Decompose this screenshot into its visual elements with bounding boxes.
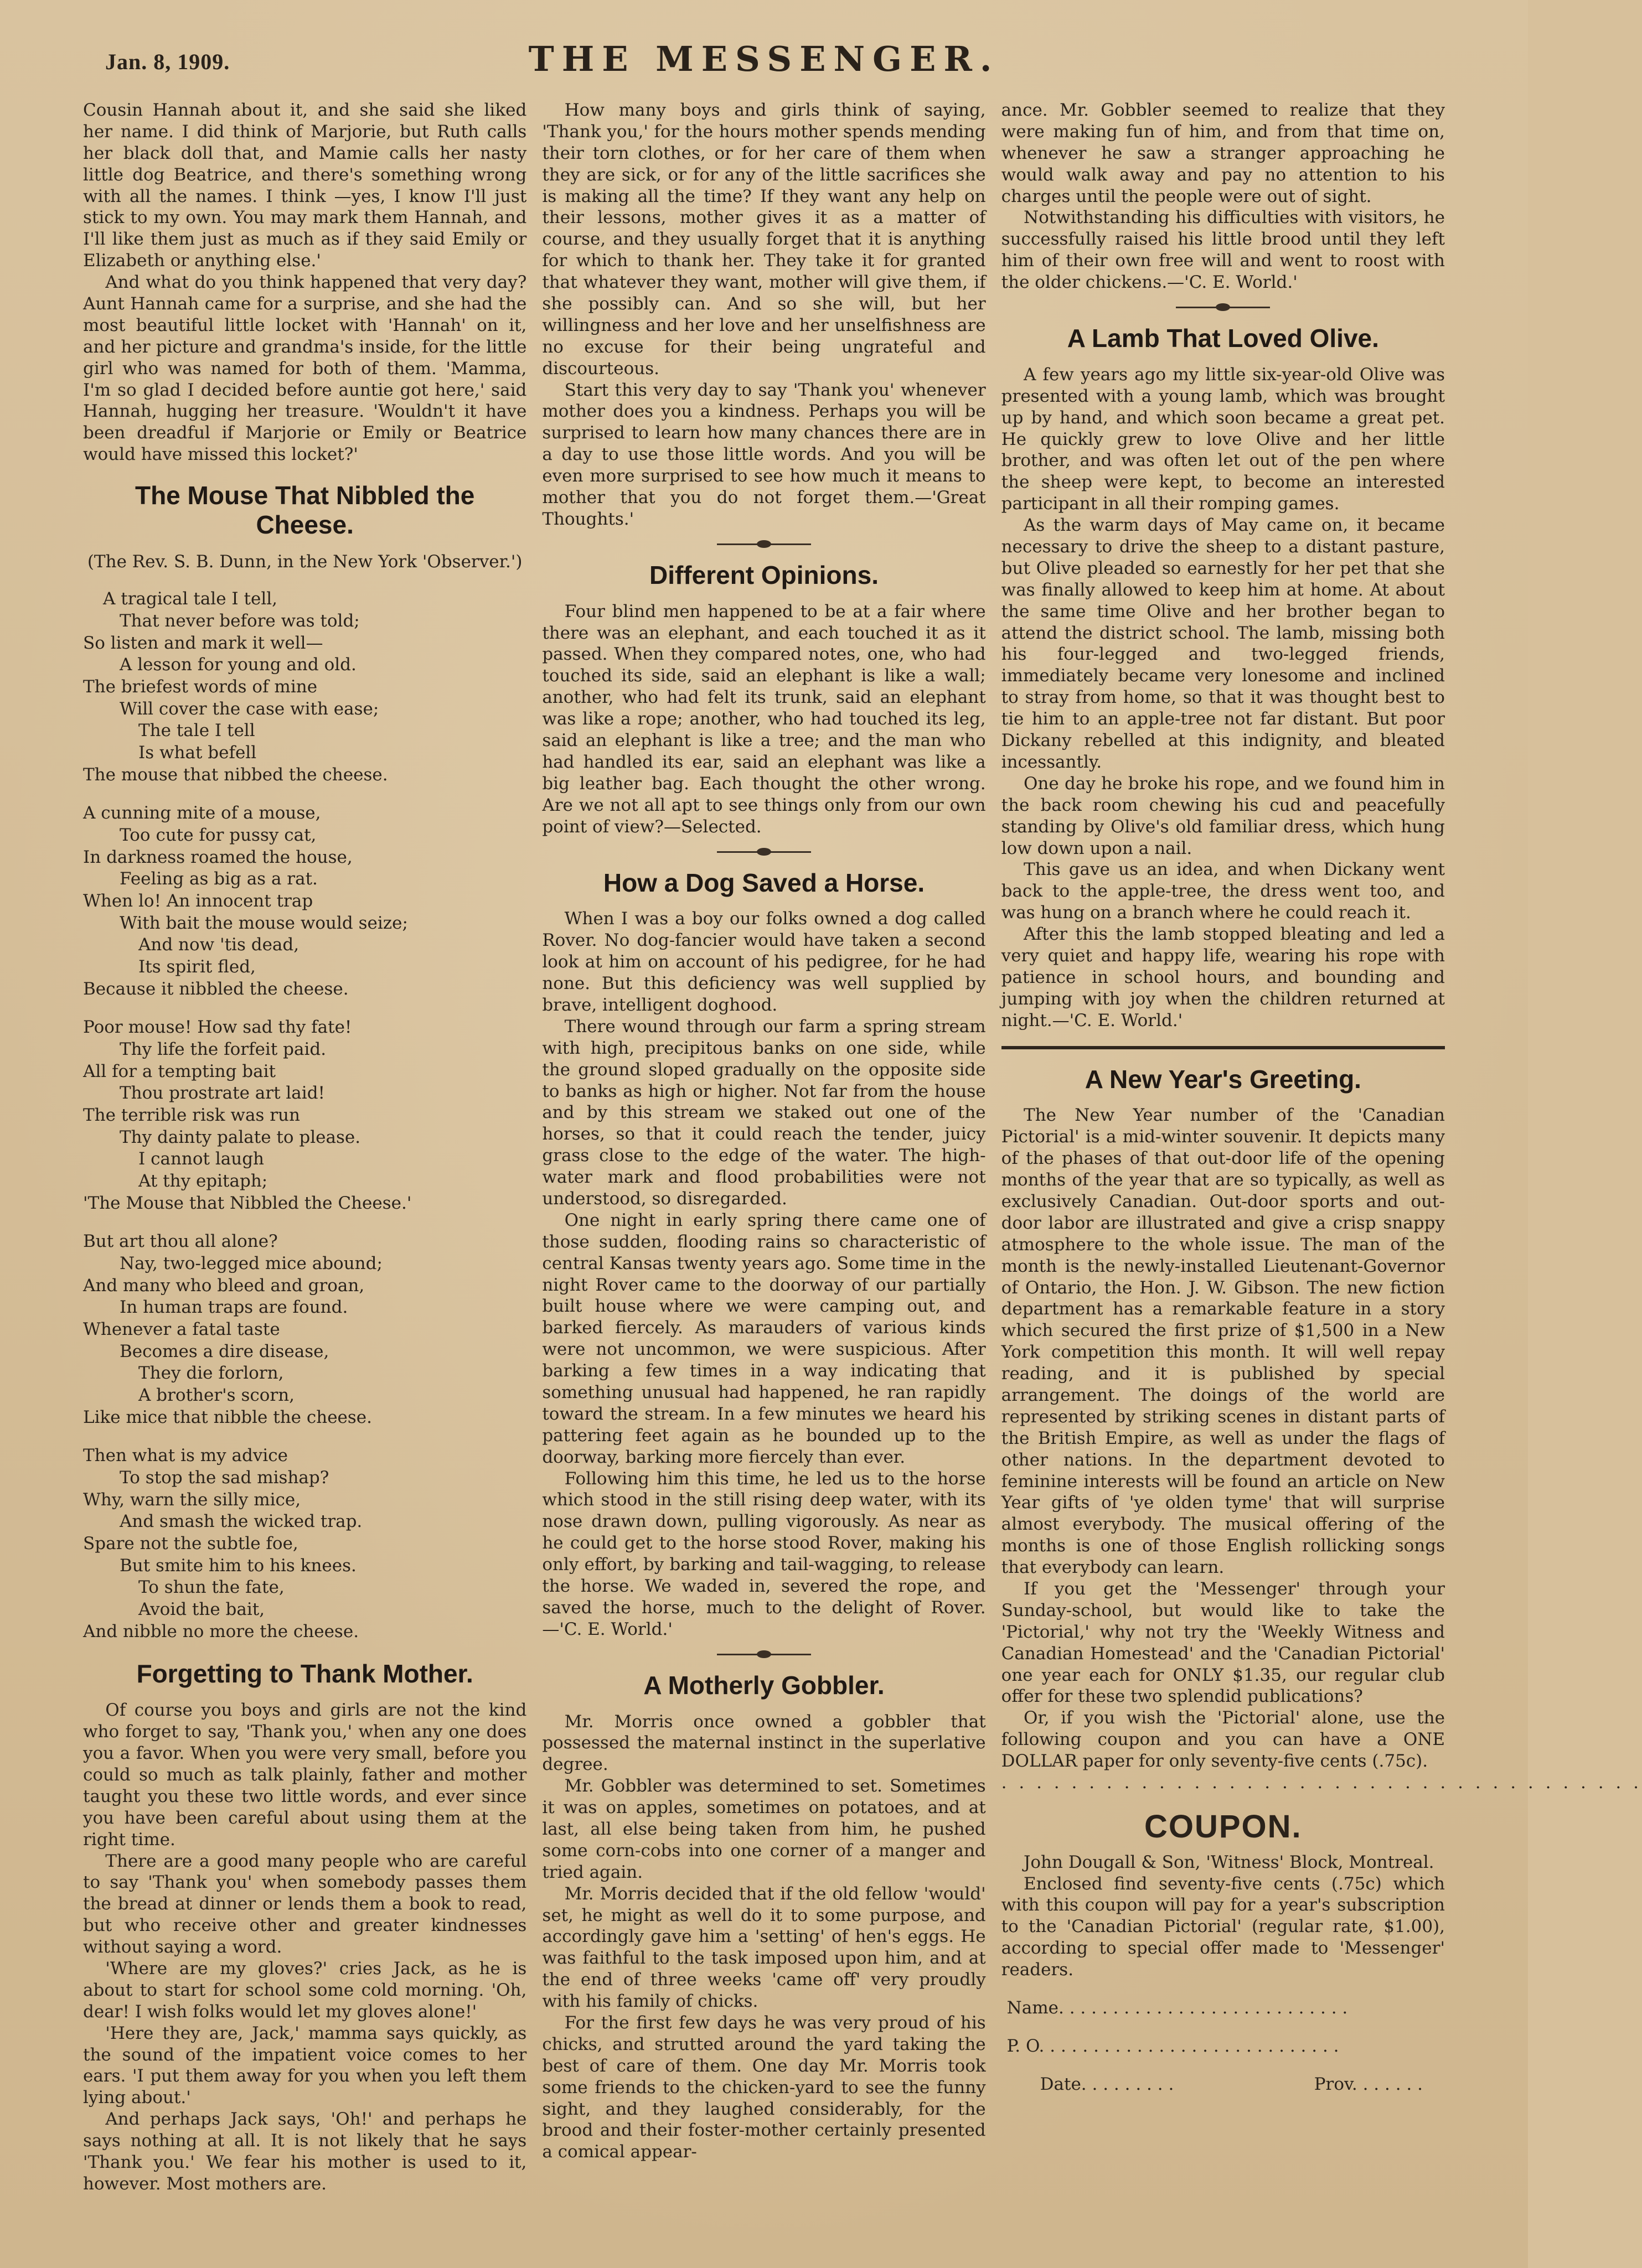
poem-stanza — [83, 588, 526, 786]
headline-opinions: Different Opinions. — [649, 560, 879, 589]
article-paragraph: Following him this time, he led us to the horse which stood in the still rising deep water, with its nose drawn down, pulling vigorously. As near as he could get to the horse stood Rover, making his only effort, by barking and tail-wagging, to release the horse. We waded in, severed the rope, and saved the horse, much to the delight of Rover. —'C. E. World.' — [542, 1468, 986, 1639]
article-paragraph: Mr. Morris once owned a gobbler that possessed the maternal instinct in the superlative degree. — [542, 1711, 986, 1775]
poem-line: In darkness roamed the house, — [83, 847, 353, 867]
poem-line: That never before was told; — [120, 610, 360, 631]
poem-line: And smash the wicked trap. — [120, 1511, 363, 1532]
poem-line: When lo! An innocent trap — [83, 890, 313, 911]
poem-line: Will cover the case with ease; — [120, 698, 379, 719]
poem-line: The tale I tell — [138, 721, 255, 741]
coupon-title: COUPON. — [1144, 1808, 1302, 1845]
headline-greeting: A New Year's Greeting. — [1085, 1064, 1361, 1094]
poem-byline: (The Rev. S. B. Dunn, in the New York 'Observer.') — [87, 551, 523, 572]
poem-line: Thy dainty palate to please. — [120, 1127, 361, 1147]
poem-line: Avoid the bait, — [138, 1599, 265, 1620]
headline-gobbler: A Motherly Gobbler. — [643, 1670, 885, 1700]
poem-line: The briefest words of mine — [83, 676, 318, 697]
poem-line: Poor mouse! How sad thy fate! — [83, 1017, 352, 1038]
poem-line: Whenever a fatal taste — [83, 1319, 280, 1340]
poem-line: The terrible risk was run — [83, 1105, 300, 1125]
poem-line: But art thou all alone? — [83, 1231, 278, 1252]
article-paragraph: How many boys and girls think of saying, 'Thank you,' for the hours mother spends mending their torn clothes, or for her care of them when they are sick, or for any of the little sacrifices she is making all the time? If they want any help on their lessons, mother gives it as a matter of course, and they usually forget that it is anything for which to thank her. They take it for granted that whatever they want, mother will give them, if she possibly can. And so she will, but her willingness and her love and her unselfishness are no excuse for their being ungrateful and discourteous. — [542, 100, 986, 379]
poem-line: Feeling as big as a rat. — [120, 869, 318, 889]
poem-stanza — [83, 1231, 526, 1428]
poem-line: Spare not the subtle foe, — [83, 1534, 298, 1554]
article-paragraph: ance. Mr. Gobbler seemed to realize that they were making fun of him, and from that time on, whenever he saw a stranger approaching he would walk away and pay no attention to his charges until the people were out of sight. — [1001, 100, 1445, 206]
article-paragraph: 'Where are my gloves?' cries Jack, as he is about to start for school some cold morning. 'Oh, dear! I wish folks would let my gloves alone!' — [83, 1959, 527, 2022]
column-2 — [542, 100, 985, 2163]
poem-line: Thy life the forfeit paid. — [120, 1039, 327, 1059]
column-3 — [1001, 100, 1642, 2095]
article-paragraph: When I was a boy our folks owned a dog called Rover. No dog-fancier would have taken a second look at him on account of his pedigree, for he had none. But this deficiency was well supplied by brave, intelligent doghood. — [542, 909, 986, 1015]
poem-stanza — [83, 1445, 526, 1643]
poem-line: They die forlorn, — [138, 1363, 284, 1384]
poem-line: To stop the sad mishap? — [120, 1468, 329, 1488]
article-paragraph: There are a good many people who are careful to say 'Thank you' when somebody passes them the bread at dinner or lends them a book to read, but who receive other and greater kindnesses without saying a word. — [83, 1851, 527, 1958]
article-paragraph: Mr. Morris decided that if the old fellow 'would' set, he might as well do it to some purpose, and accordingly gave him a 'setting' of hen's eggs. He was faithful to the task imposed upon him, and at the end of three weeks 'came off' very proudly with his family of chicks. — [542, 1883, 986, 2012]
article-columns — [83, 100, 1642, 2195]
poem-line: Nay, two-legged mice abound; — [120, 1254, 383, 1274]
article-paragraph: This gave us an idea, and when Dickany went back to the apple-tree, the dress went too, and was hung on a branch where he could reach it. — [1001, 859, 1445, 923]
article-paragraph: A few years ago my little six-year-old Olive was presented with a young lamb, which was brought up by hand, and which soon became a great pet. He quickly grew to love Olive and her little brother, and was often let out of the pen where the sheep were kept, to become an interested participant in all their romping games. — [1001, 364, 1445, 514]
section-separator — [1176, 307, 1270, 308]
poem-line: In human traps are found. — [120, 1297, 348, 1318]
poem-line: And nibble no more the cheese. — [83, 1621, 359, 1642]
poem-stanza — [83, 1017, 526, 1214]
article-paragraph: If you get the 'Messenger' through your Sunday-school, but would like to take the 'Pictorial,' why not try the 'Weekly Witness and Canadian Homestead' and the 'Canadian Pictorial' one year each for ONLY $1.35, our regular club offer for these two splendid publications? — [1001, 1579, 1445, 1707]
poem-line: All for a tempting bait — [83, 1061, 276, 1081]
article-paragraph: Notwithstanding his difficulties with visitors, he successfully raised his little brood until they left him of their own free will and went to roost with the older chickens.—'C. E. World.' — [1001, 208, 1445, 293]
article-paragraph: The New Year number of the 'Canadian Pictorial' is a mid-winter souvenir. It depicts many of the phases of that out-door life of the opening months of the year that are so typically, as well as exclusively Canadian. Out-door sports and out-door labor are illustrated and give a crisp snappy atmosphere to the whole issue. The man of the month is the newly-installed Lieutenant-Governor of Ontario, the Hon. J. W. Gibson. The new fiction department has a remarkable feature in a story which secured the first prize of $1,500 in a New York competition this month. It will well repay reading, and it is published by special arrangement. The doings of the world are represented by striking scenes in distant parts of the British Empire, as well as under the flags of other nations. In the department devoted to feminine interests will be found an article on New Year gifts of 'ye olden tyme' that will surprise almost everybody. The musical offering of the months is one of those English rollicking songs that everybody can learn. — [1001, 1105, 1445, 1578]
coupon-date-prov-row — [1040, 2074, 1445, 2095]
poem-line: Thou prostrate art laid! — [120, 1083, 326, 1104]
poem-stanza — [83, 802, 526, 1000]
article-paragraph: Cousin Hannah about it, and she said she liked her name. I did think of Marjorie, but Ruth calls her black doll that, and Mamie calls her nasty little dog Beatrice, and there's something wrong with all the names. I think —yes, I know I'll just stick to my own. You may mark them Hannah, and I'll like them just as much as if they said Emily or Elizabeth or anything else.' — [83, 100, 527, 271]
headline-mouse: The Mouse That Nibbled the Cheese. — [135, 481, 475, 540]
poem-line: Like mice that nibble the cheese. — [83, 1407, 373, 1427]
poem-line: A lesson for young and old. — [120, 655, 357, 675]
coupon-date-field[interactable]: Date. . . . . . . . . — [1040, 2074, 1174, 2094]
coupon-po-field[interactable]: P. O. . . . . . . . . . . . . . . . . . . . . . . . . . . . — [1006, 2036, 1339, 2056]
coupon-text: Enclosed find seventy-five cents (.75c) which with this coupon will pay for a year's subscription to the 'Canadian Pictorial' (regular rate, $1.00), according to special offer made to 'Messenger' readers. — [1001, 1873, 1445, 1980]
section-rule — [1001, 1046, 1445, 1049]
article-paragraph: Of course you boys and girls are not the kind who forget to say, 'Thank you,' when any one does you a favor. When you were very small, before you could so much as talk plainly, father and mother taught you these two little words, and ever since you have been careful about using them at the right time. — [83, 1700, 527, 1850]
poem-line: So listen and mark it well— — [83, 633, 323, 653]
article-paragraph: One night in early spring there came one of those sudden, flooding rains so characteristic of central Kansas twenty years ago. Some time in the night Rover came to the doorway of our partially built house where we were camping out, and barked fiercely. As marauders of various kinds were not uncommon, we were suspicious. After barking a few times in a way indicating that something unusual had happened, he ran rapidly toward the stream. In a few minutes we heard his pattering feet again as he bounded up to the doorway, barking more fiercely than ever. — [542, 1210, 986, 1467]
article-paragraph: For the first few days he was very proud of his chicks, and strutted around the yard taking the best of care of them. One day Mr. Morris took some friends to the chicken-yard to see the funny sight, and they laughed considerably, for the brood and their foster-mother certainly presented a comical appear- — [542, 2013, 986, 2162]
article-paragraph: As the warm days of May came on, it became necessary to drive the sheep to a distant pasture, but Olive pleaded so earnestly for her pet that she was finally allowed to keep him at home. At about the same time Olive and her brother began to attend the district school. The lamb, missing both his four-legged and two-legged friends, immediately became very lonesome and inclined to stray from home, so that it was thought best to tie him to an apple-tree not far distant. But poor Dickany rebelled at this indignity, and bleated incessantly. — [1001, 515, 1445, 772]
poem-line: And now 'tis dead, — [138, 935, 300, 955]
article-paragraph: Mr. Gobbler was determined to set. Sometimes it was on apples, sometimes on potatoes, and at last, all else being taken from him, he pushed some corn-cobs into one corner of a manger and tried again. — [542, 1776, 986, 1882]
poem — [83, 588, 526, 1643]
poem-line: Is what befell — [138, 742, 257, 763]
coupon-name-field[interactable]: Name. . . . . . . . . . . . . . . . . . . . . . . . . . . — [1006, 1998, 1348, 2018]
poem-line: Then what is my advice — [83, 1446, 288, 1466]
issue-date: Jan. 8, 1909. — [105, 49, 230, 74]
section-separator — [717, 851, 811, 853]
article-paragraph: One day he broke his rope, and we found him in the back room chewing his cud and peacefully standing by Olive's old familiar dress, which hung low down upon a nail. — [1001, 773, 1445, 858]
poem-line: Because it nibbled the cheese. — [83, 978, 349, 999]
section-separator — [717, 543, 811, 545]
poem-line: Becomes a dire disease, — [120, 1341, 329, 1361]
column-1 — [83, 100, 526, 2195]
article-paragraph: 'Here they are, Jack,' mamma says quickly, as the sound of the impatient voice comes to her ears. 'I put them away for you when you left them lying about.' — [83, 2023, 527, 2108]
paper-title: THE MESSENGER. — [528, 39, 1000, 79]
poem-line: And many who bleed and groan, — [83, 1275, 365, 1296]
article-paragraph: And what do you think happened that very day? Aunt Hannah came for a surprise, and she had the most beautiful little locket with 'Hannah' on it, and her picture and grandma's inside, for the little girl who was named for both of them. 'Mamma, I'm so glad I decided before auntie got here,' said Hannah, hugging her treasure. 'Wouldn't it have been dreadful if Marjorie or Emily or Beatrice would have missed this locket?' — [83, 272, 527, 465]
poem-line: Why, warn the silly mice, — [83, 1489, 301, 1510]
poem-line: Its spirit fled, — [138, 956, 256, 977]
poem-line: The mouse that nibbed the cheese. — [83, 764, 388, 785]
article-paragraph: There wound through our farm a spring stream with high, precipitous banks on one side, while the ground sloped gradually on the opposite side to banks as high or higher. Not far from the house and by this stream we staked out one of the horses, so that it could reach the tender, juicy grass close to the edge of the water. The high-water mark and flood probabilities were not understood, so disregarded. — [542, 1016, 986, 1209]
article-paragraph: Or, if you wish the 'Pictorial' alone, use the following coupon and you can have a ONE DOLLAR paper for only seventy-five cents (.75c). — [1001, 1708, 1445, 1772]
poem-line: 'The Mouse that Nibbled the Cheese.' — [83, 1193, 412, 1213]
section-separator — [717, 1654, 811, 1655]
article-paragraph: After this the lamb stopped bleating and led a very quiet and happy life, wearing his rope with patience in school hours, and bounding and jumping with joy when the children returned at night.—'C. E. World.' — [1001, 924, 1445, 1031]
poem-line: To shun the fate, — [138, 1577, 285, 1598]
article-paragraph: And perhaps Jack says, 'Oh!' and perhaps he says nothing at all. It is not likely that he says 'Thank you.' We fear his mother is used to it, however. Most mothers are. — [83, 2109, 527, 2194]
poem-line: A brother's scorn, — [138, 1385, 295, 1406]
poem-line: But smite him to his knees. — [120, 1555, 357, 1576]
coupon-address: John Dougall & Son, 'Witness' Block, Montreal. — [1023, 1852, 1434, 1872]
poem-line: I cannot laugh — [138, 1149, 265, 1169]
headline-dog: How a Dog Saved a Horse. — [603, 868, 925, 897]
coupon-prov-field[interactable]: Prov. . . . . . . — [1314, 2074, 1423, 2094]
poem-line: Too cute for pussy cat, — [120, 825, 317, 845]
poem-line: At thy epitaph; — [138, 1171, 268, 1192]
headline-lamb: A Lamb That Loved Olive. — [1067, 324, 1379, 353]
poem-line: A tragical tale I tell, — [103, 589, 278, 609]
poem-line: A cunning mite of a mouse, — [83, 803, 321, 824]
article-paragraph: Start this very day to say 'Thank you' whenever mother does you a kindness. Perhaps you will be surprised to learn how many chances there are in a day to use those little words. And you will be even more surprised to see how much it means to mother that you do not forget them.—'Great Thoughts.' — [542, 380, 986, 529]
dotted-divider: . . . . . . . . . . . . . . . . . . . . . . . . . . . . . . . . . . . . . — [1001, 1773, 1642, 1793]
article-paragraph: Four blind men happened to be at a fair where there was an elephant, and each touched it as it passed. When they compared notes, one, who had touched its side, said an elephant is like a wall; another, who had felt its trunk, said an elephant was like a rope; another, who had touched its leg, said an elephant is like a tree; and the man who had handled its ear, said an elephant was like a big leather bag. Each thought the other wrong. Are we not all apt to see things only from our own point of view?—Selected. — [542, 601, 986, 837]
masthead — [83, 39, 1445, 89]
headline-forgetting: Forgetting to Thank Mother. — [136, 1659, 473, 1689]
poem-line: With bait the mouse would seize; — [120, 913, 408, 933]
